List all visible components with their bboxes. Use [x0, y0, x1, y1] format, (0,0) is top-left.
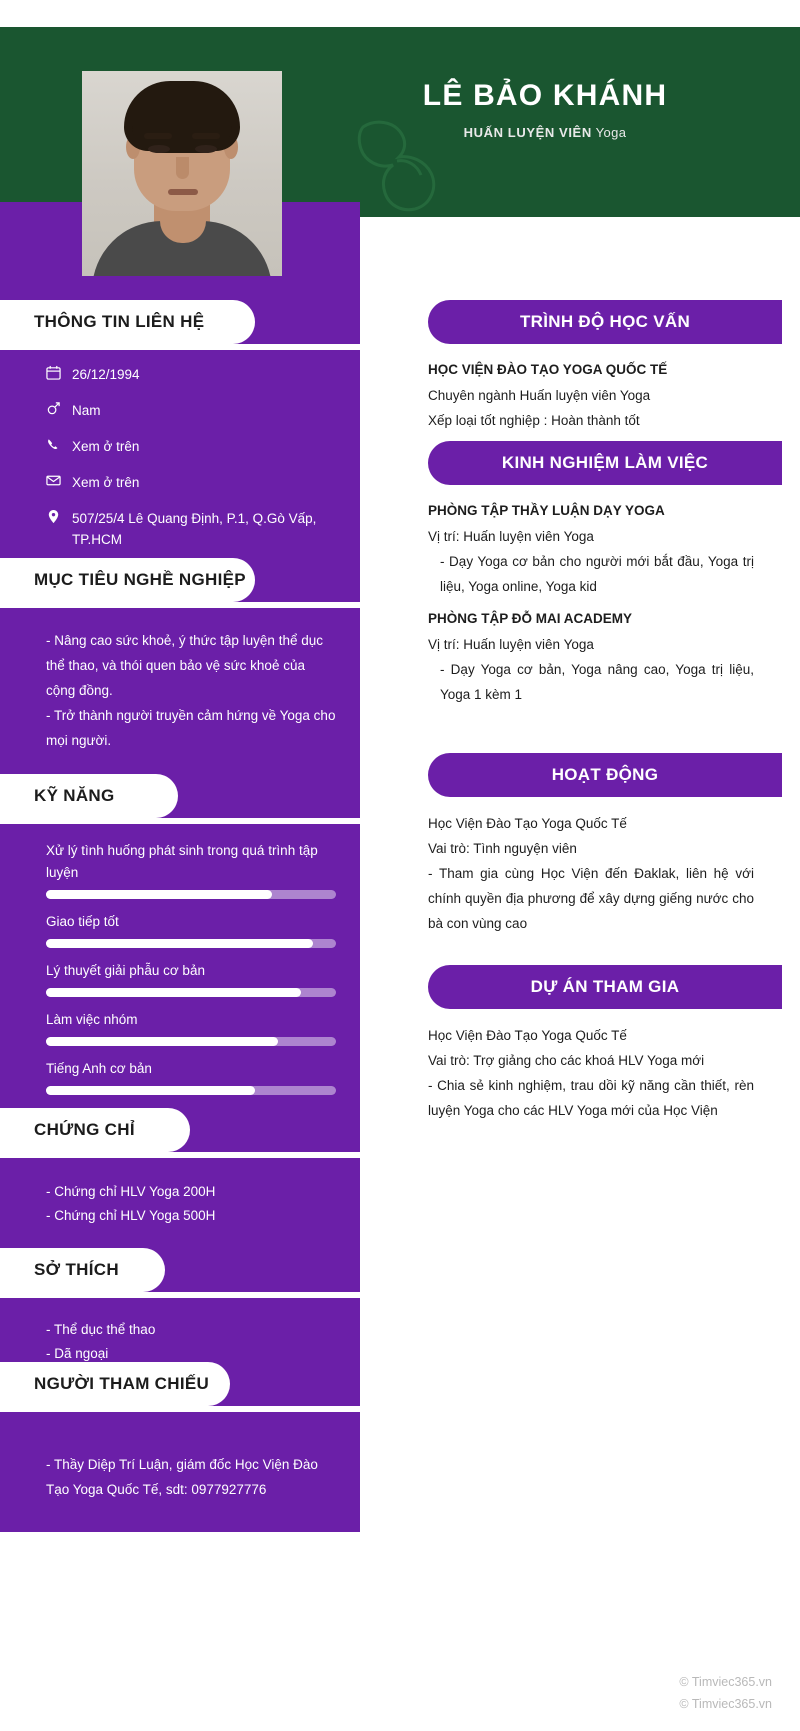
photo-brow-left [144, 133, 172, 139]
footer-line-1: © Timviec365.vn [679, 1675, 772, 1689]
skill-label: Xử lý tình huống phát sinh trong quá trình tập luyện [46, 843, 318, 880]
skill-label: Làm việc nhóm [46, 1012, 138, 1027]
projects-body [420, 1009, 782, 1129]
skill-bar [46, 890, 336, 899]
skill-item [46, 1009, 336, 1046]
skill-bar-fill [46, 939, 313, 948]
candidate-photo [82, 71, 282, 276]
experience-position: Vị trí: Huấn luyện viên Yoga [428, 637, 594, 652]
section-activities-title: HOẠT ĐỘNG [428, 753, 782, 797]
contact-item [46, 436, 336, 457]
activities-line: Học Viện Đào Tạo Yoga Quốc Tế [428, 816, 627, 831]
section-education-title: TRÌNH ĐỘ HỌC VẤN [428, 300, 782, 344]
activities-line: Vai trò: Tình nguyện viên [428, 841, 577, 856]
skill-bar-fill [46, 890, 272, 899]
skill-bar [46, 988, 336, 997]
activities-line: - Tham gia cùng Học Viện đến Đaklak, liên hệ với chính quyền địa phương để xây dựng giếng nước cho bà con vùng cao [428, 866, 754, 931]
candidate-name: LÊ BẢO KHÁNH [422, 79, 668, 112]
gender-icon [46, 400, 72, 421]
contact-birthday: 26/12/1994 [72, 367, 140, 382]
experience-company: PHÒNG TẬP THẦY LUẬN DẠY YOGA [428, 503, 665, 518]
section-certificates-title: CHỨNG CHỈ [0, 1108, 190, 1152]
certificate-line: - Chứng chỉ HLV Yoga 500H [46, 1208, 216, 1223]
certificates-body [0, 1180, 360, 1228]
hobby-line: - Thể dục thể thao [46, 1322, 156, 1337]
skill-bar [46, 1037, 336, 1046]
footer-line-2: © Timviec365.vn [679, 1697, 772, 1711]
skill-item [46, 1058, 336, 1095]
section-references-title: NGƯỜI THAM CHIẾU [0, 1362, 230, 1406]
projects-line: Vai trò: Trợ giảng cho các khoá HLV Yoga mới [428, 1053, 705, 1068]
section-experience-title: KINH NGHIỆM LÀM VIỆC [428, 441, 782, 485]
calendar-icon [46, 364, 72, 385]
email-icon [46, 472, 72, 493]
contact-phone: Xem ở trên [72, 439, 140, 454]
contact-item [46, 508, 336, 550]
photo-mouth [168, 189, 198, 195]
section-objective-title: MỤC TIÊU NGHỀ NGHIỆP [0, 558, 255, 602]
divider [0, 818, 360, 824]
contact-address: 507/25/4 Lê Quang Định, P.1, Q.Gò Vấp, TP.HCM [72, 511, 317, 547]
skill-bar-fill [46, 1086, 255, 1095]
contact-item [46, 364, 336, 385]
section-activities [420, 753, 782, 942]
activities-body [420, 797, 782, 942]
section-skills [0, 774, 360, 818]
section-objective [0, 558, 360, 602]
contact-item [46, 400, 336, 421]
section-references [0, 1362, 360, 1406]
job-title-prefix: HUẤN LUYỆN VIÊN [463, 125, 592, 140]
section-contact [0, 300, 360, 344]
objective-line: - Nâng cao sức khoẻ, ý thức tập luyện thể dục thể thao, và thói quen bảo vệ sức khoẻ của cộng đồng. [46, 633, 323, 698]
skill-bar-fill [46, 1037, 278, 1046]
location-icon [46, 508, 72, 529]
photo-eye-left [148, 145, 170, 153]
footer-watermark [679, 1671, 772, 1715]
section-hobbies-title: SỞ THÍCH [0, 1248, 165, 1292]
section-certificates [0, 1108, 360, 1152]
skill-bar [46, 939, 336, 948]
contact-gender: Nam [72, 403, 101, 418]
photo-brow-right [192, 133, 220, 139]
projects-line: Học Viện Đào Tạo Yoga Quốc Tế [428, 1028, 627, 1043]
divider [0, 1406, 360, 1412]
photo-nose [176, 157, 189, 179]
objective-line: - Trở thành người truyền cảm hứng về Yoga cho mọi người. [46, 708, 336, 748]
experience-detail: - Dạy Yoga cơ bản cho người mới bắt đầu, Yoga trị liệu, Yoga online, Yoga kid [440, 554, 754, 594]
education-body [420, 344, 782, 439]
skill-label: Giao tiếp tốt [46, 914, 119, 929]
projects-line: - Chia sẻ kinh nghiệm, trau dồi kỹ năng cần thiết, rèn luyện Yoga cho các HLV Yoga mới của Học Viện [428, 1078, 754, 1118]
skill-label: Tiếng Anh cơ bản [46, 1061, 152, 1076]
experience-detail: - Dạy Yoga cơ bản, Yoga nâng cao, Yoga trị liệu, Yoga 1 kèm 1 [440, 662, 754, 702]
skill-bar-fill [46, 988, 301, 997]
photo-hair [124, 81, 240, 151]
section-hobbies [0, 1248, 360, 1292]
experience-body [420, 485, 782, 713]
divider [0, 602, 360, 608]
section-experience [420, 441, 782, 713]
certificate-line: - Chứng chỉ HLV Yoga 200H [46, 1184, 216, 1199]
education-school: HỌC VIỆN ĐÀO TẠO YOGA QUỐC TẾ [428, 362, 668, 377]
divider [0, 344, 360, 350]
objective-body [0, 628, 360, 753]
skill-item [46, 911, 336, 948]
contact-list [0, 364, 360, 565]
job-title-suffix: Yoga [595, 125, 627, 140]
contact-item [46, 472, 336, 493]
hobbies-body [0, 1318, 360, 1366]
experience-position: Vị trí: Huấn luyện viên Yoga [428, 529, 594, 544]
candidate-job-title [330, 125, 760, 140]
skill-bar [46, 1086, 336, 1095]
hobby-line: - Dã ngoại [46, 1346, 109, 1361]
section-education [420, 300, 782, 439]
section-contact-title: THÔNG TIN LIÊN HỆ [0, 300, 255, 344]
section-projects-title: DỰ ÁN THAM GIA [428, 965, 782, 1009]
education-line: Chuyên ngành Huấn luyện viên Yoga [428, 388, 651, 403]
skill-item [46, 960, 336, 997]
section-skills-title: KỸ NĂNG [0, 774, 178, 818]
skill-item [46, 840, 336, 899]
divider [0, 1292, 360, 1298]
references-body: - Thầy Diệp Trí Luận, giám đốc Học Viện Đào Tạo Yoga Quốc Tế, sdt: 0977927776 [46, 1457, 318, 1497]
divider [0, 1152, 360, 1158]
education-line: Xếp loại tốt nghiệp : Hoàn thành tốt [428, 413, 640, 428]
phone-icon [46, 436, 72, 457]
section-projects [420, 965, 782, 1129]
photo-eye-right [195, 145, 217, 153]
experience-company: PHÒNG TẬP ĐỖ MAI ACADEMY [428, 611, 633, 626]
contact-email: Xem ở trên [72, 475, 140, 490]
skills-list [0, 840, 360, 1107]
skill-label: Lý thuyết giải phẫu cơ bản [46, 963, 205, 978]
